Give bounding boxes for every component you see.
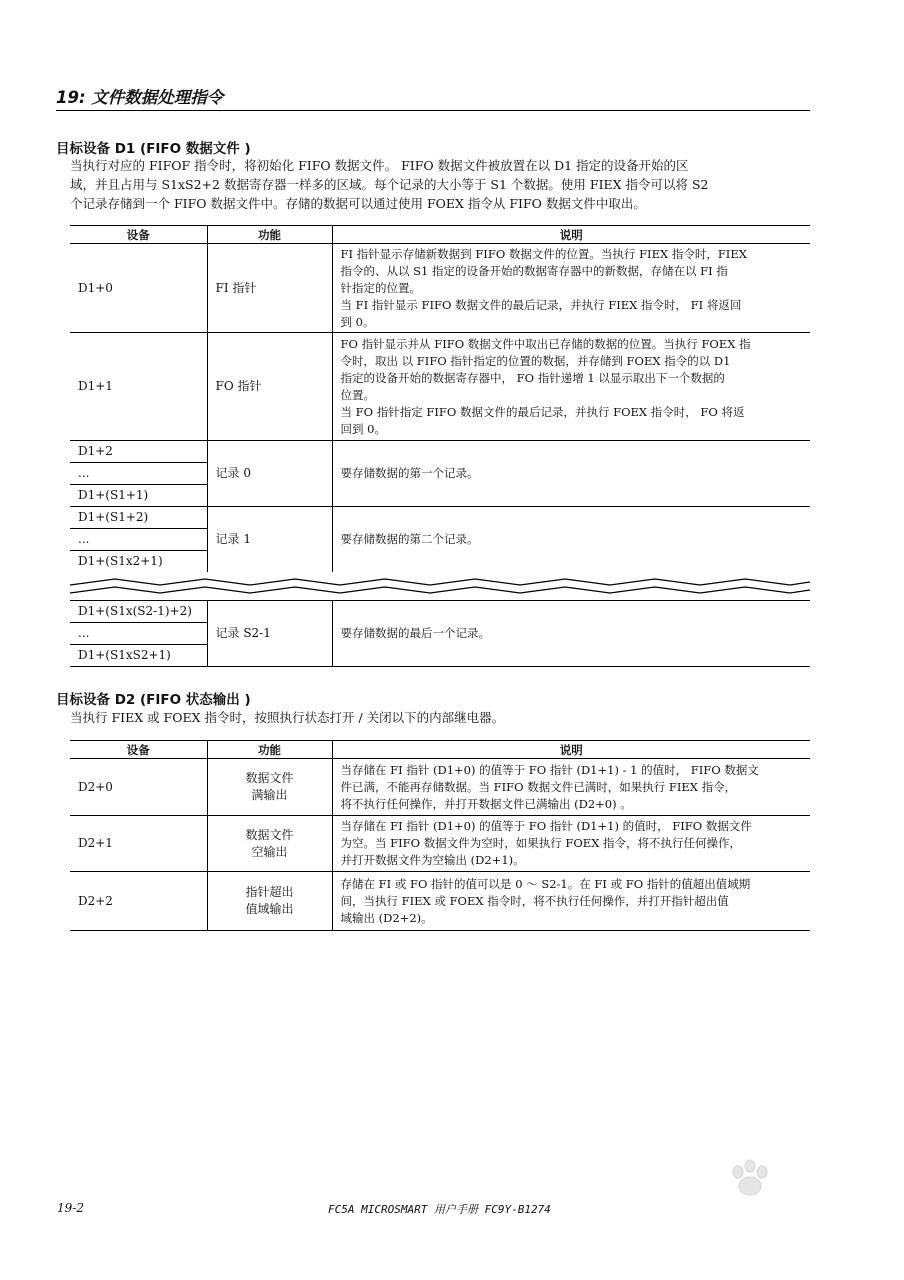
- device-cell: D1+1: [70, 333, 207, 441]
- description-cell: 存储在 FI 或 FO 指针的值可以是 0 ～ S2-1。在 FI 或 FO 指针的值超出值域期 间，当执行 FIEX 或 FOEX 指令时，将不执行任何操作，并打开指针超出值 域输出 (D2+2)。: [332, 872, 810, 931]
- device-cell: D2+2: [70, 872, 207, 931]
- header-description: 说明: [332, 741, 810, 759]
- description-cell: FO 指针显示并从 FIFO 数据文件中取出已存储的数据的位置。当执行 FOEX 指 令时，取出 以 FIFO 指针指定的位置的数据，并存储到 FOEX 指令的以 D1 指定的设备开始的数据寄存器中， FO 指针递增 1 以显示取出下一个数据的 位置。 当 FO 指针指定 FIFO 数据文件的最后记录，并执行 FOEX 指令时， FO 将返 回到 0。: [332, 333, 810, 441]
- device-cell: ...: [70, 529, 207, 551]
- table-row: [70, 601, 810, 623]
- description-cell: 要存储数据的第一个记录。: [332, 441, 810, 507]
- header-device: 设备: [70, 226, 207, 244]
- function-cell: 数据文件 满输出: [207, 759, 332, 816]
- function-cell: 记录 1: [207, 507, 332, 573]
- device-cell: D1+2: [70, 441, 207, 463]
- d1-table-top: [70, 225, 810, 572]
- table-row: [70, 244, 810, 333]
- d2-table: [70, 740, 810, 931]
- paragraph-line: 个记录存储到一个 FIFO 数据文件中。存储的数据可以通过使用 FOEX 指令从 FIFO 数据文件中取出。: [70, 196, 646, 211]
- table-row: [70, 333, 810, 441]
- description-cell: 要存储数据的最后一个记录。: [332, 601, 810, 667]
- manual-title: FC5A MICROSMART 用户手册 FC9Y-B1274: [328, 1203, 551, 1216]
- device-cell: D1+(S1xS2+1): [70, 645, 207, 667]
- chapter-title: 19: 文件数据处理指令: [56, 84, 810, 111]
- description-cell: FI 指针显示存储新数据到 FIFO 数据文件的位置。当执行 FIEX 指令时，FIEX 指令的、从以 S1 指定的设备开始的数据寄存器中的新数据，存储在以 FI 指 针指定的位置。 当 FI 指针显示 FIFO 数据文件的最后记录，并执行 FIEX 指令时， FI 将返回 到 0。: [332, 244, 810, 333]
- device-cell: D2+1: [70, 816, 207, 872]
- header-function: 功能: [207, 741, 332, 759]
- header-device: 设备: [70, 741, 207, 759]
- description-cell: 要存储数据的第二个记录。: [332, 507, 810, 573]
- function-cell: FO 指针: [207, 333, 332, 441]
- page-number: 19-2: [57, 1201, 84, 1215]
- table-row: [70, 816, 810, 872]
- description-cell: 当存储在 FI 指针 (D1+0) 的值等于 FO 指针 (D1+1) - 1 的值时， FIFO 数据文 件已满，不能再存储数据。当 FIFO 数据文件已满时，如果执行 FIEX 指令， 将不执行任何操作，并打开数据文件已满输出 (D2+0) 。: [332, 759, 810, 816]
- device-cell: ...: [70, 623, 207, 645]
- device-cell: D1+(S1x2+1): [78, 554, 163, 568]
- description-cell: 当存储在 FI 指针 (D1+0) 的值等于 FO 指针 (D1+1) 的值时， FIFO 数据文件 为空。当 FIFO 数据文件为空时，如果执行 FOEX 指令，将不执行任何操作， 并打开数据文件为空输出 (D2+1)。: [332, 816, 810, 872]
- table-break-wave: [70, 577, 810, 601]
- device-cell: D1+(S1x(S2-1)+2): [70, 601, 207, 623]
- table-row: [70, 441, 810, 463]
- d1-table-bottom: [70, 600, 810, 667]
- table-row: [70, 872, 810, 931]
- table-row: [70, 759, 810, 816]
- device-cell: D1+0: [70, 244, 207, 333]
- function-cell: 指针超出 值域输出: [207, 872, 332, 931]
- device-cell: D1+(S1+2): [70, 507, 207, 529]
- section1-title: 目标设备 D1 (FIFO 数据文件 ): [56, 141, 251, 157]
- header-function: 功能: [207, 226, 332, 244]
- device-cell: D1+(S1+1): [70, 485, 207, 507]
- function-cell: FI 指针: [207, 244, 332, 333]
- function-cell: 记录 S2-1: [207, 601, 332, 667]
- header-description: 说明: [332, 226, 810, 244]
- paragraph-line: 当执行对应的 FIFOF 指令时，将初始化 FIFO 数据文件。 FIFO 数据文件被放置在以 D1 指定的设备开始的区: [70, 158, 689, 173]
- section2-title: 目标设备 D2 (FIFO 状态输出 ): [56, 692, 251, 708]
- section1-paragraph: [70, 156, 810, 213]
- function-cell: 数据文件 空输出: [207, 816, 332, 872]
- section2-paragraph: 当执行 FIEX 或 FOEX 指令时，按照执行状态打开 / 关闭以下的内部继电器。: [70, 710, 505, 725]
- paragraph-line: 域，并且占用与 S1xS2+2 数据寄存器一样多的区域。每个记录的大小等于 S1 个数据。使用 FIEX 指令可以将 S2: [70, 177, 709, 192]
- table-row: [70, 507, 810, 529]
- function-cell: 记录 0: [207, 441, 332, 507]
- device-cell: D2+0: [70, 759, 207, 816]
- watermark-logo: [640, 1150, 815, 1250]
- device-cell: ...: [70, 463, 207, 485]
